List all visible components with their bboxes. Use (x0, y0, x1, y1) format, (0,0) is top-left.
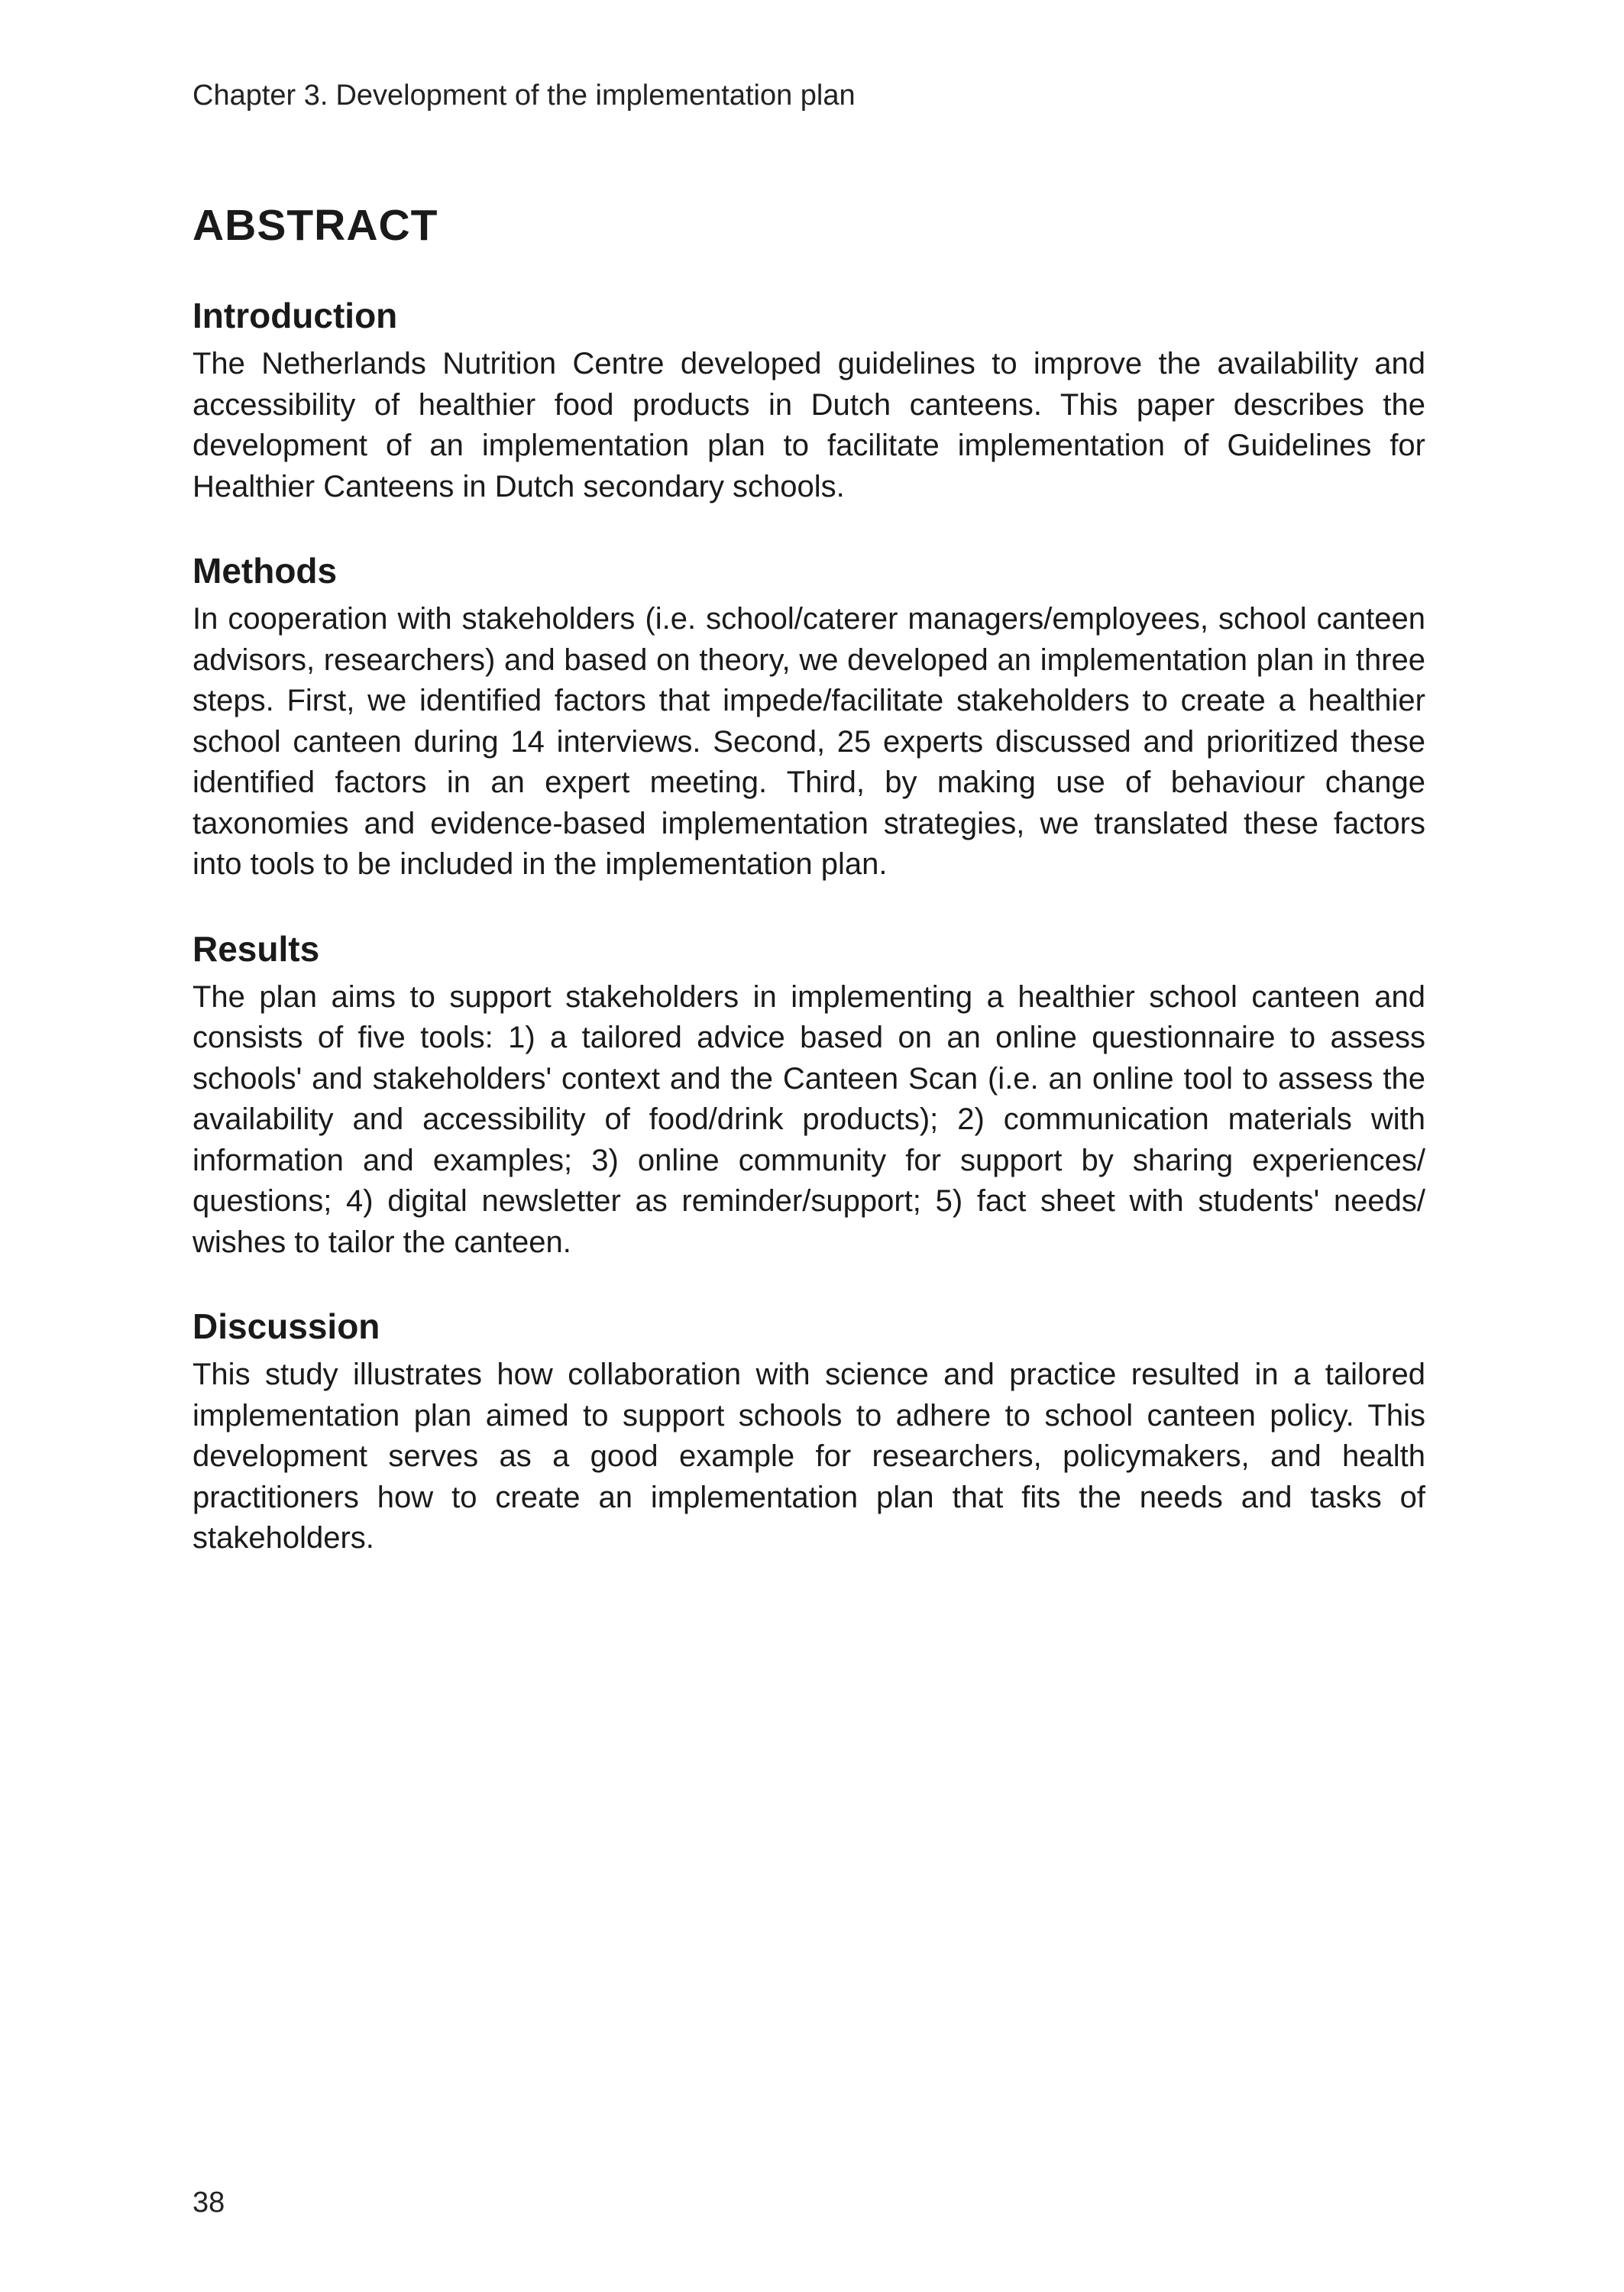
running-header (192, 79, 856, 112)
chapter-label: Chapter 3. (192, 79, 328, 112)
section-body-results: The plan aims to support stakeholders in implementing a healthier school canteen and consists of five tools: 1) a tailored advice based on an online questionnaire to assess schools' and stakeholders' context and the Canteen Scan (i.e. an online tool to assess the availability and accessibility of food/drink products); 2) communication materials with information and examples; 3) online community for support by sharing experiences/ questions; 4) digital newsletter as reminder/support; 5) fact sheet with students' needs/ wishes to tailor the canteen. (192, 979, 1425, 1259)
section-body-discussion: This study illustrates how collaboration with science and practice resulted in a tailored implementation plan aimed to support schools to adhere to school canteen policy. This development serves as a good example for researchers, policymakers, and health practitioners how to create an implementation plan that fits the needs and tasks of stakeholders. (192, 1358, 1425, 1555)
section-body-methods: In cooperation with stakeholders (i.e. school/caterer managers/employees, school canteen advisors, researchers) and based on theory, we developed an implementation plan in three steps. First, we identified factors that impede/facilitate stakeholders to create a healthier school canteen during 14 interviews. Second, 25 experts discussed and prioritized these identified factors in an expert meeting. Third, by making use of behaviour change taxonomies and evidence-based implementation strategies, we translated these factors into tools to be included in the implementation plan. (192, 602, 1425, 881)
section-results (192, 925, 1425, 1264)
abstract-title: ABSTRACT (192, 201, 438, 250)
section-methods (192, 547, 1425, 885)
section-introduction (192, 292, 1425, 507)
section-heading-results: Results (192, 928, 320, 969)
section-heading-introduction: Introduction (192, 296, 398, 335)
section-body-introduction: The Netherlands Nutrition Centre developed guidelines to improve the availability and accessibility of healthier food products in Dutch canteens. This paper describes the development of an implementation plan to facilitate implementation of Guidelines for Healthier Canteens in Dutch secondary schools. (192, 347, 1425, 503)
page-number: 38 (192, 2187, 225, 2219)
abstract-content (192, 292, 1425, 1599)
section-heading-discussion: Discussion (192, 1306, 380, 1346)
section-discussion (192, 1303, 1425, 1559)
chapter-title: Development of the implementation plan (335, 79, 856, 112)
section-heading-methods: Methods (192, 551, 338, 591)
